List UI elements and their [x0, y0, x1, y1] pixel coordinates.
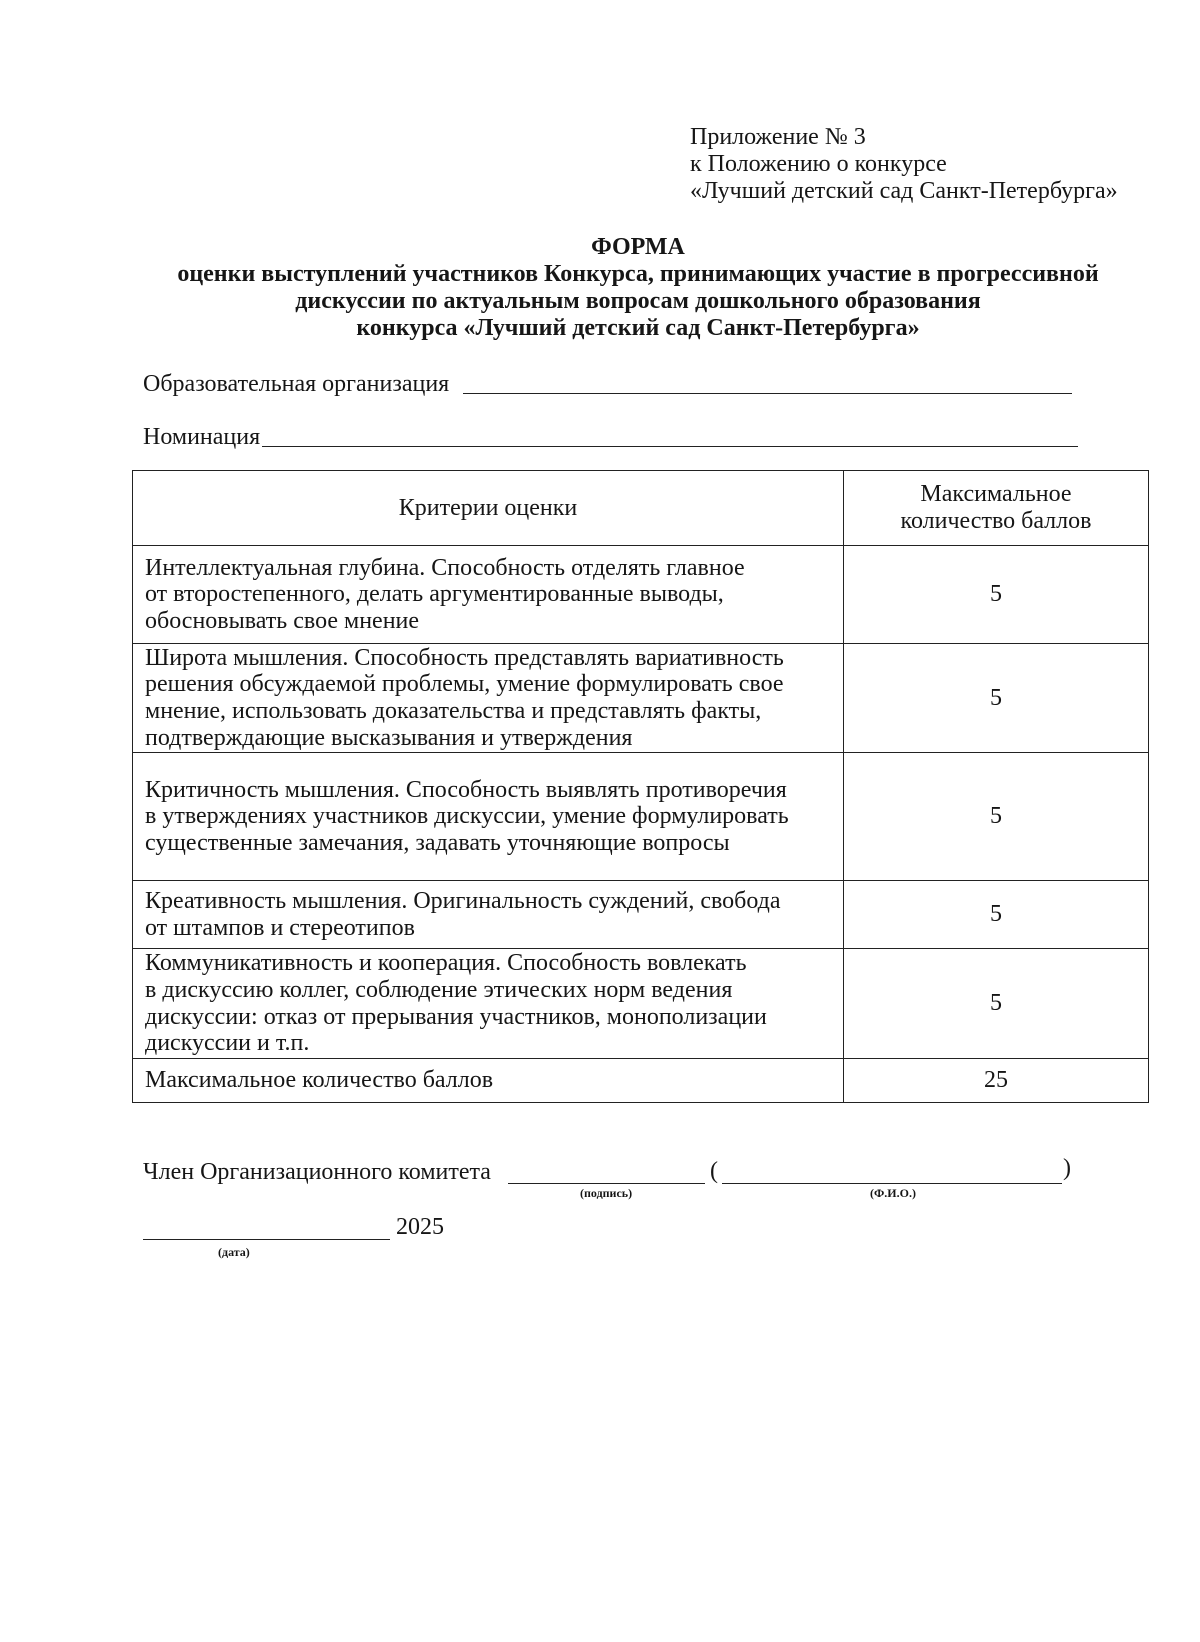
criterion-cell [133, 881, 844, 949]
name-open-paren: ( [710, 1158, 718, 1184]
criterion-text-line: Креативность мышления. Оригинальность суждений, свобода [145, 887, 781, 914]
criterion-text-line: мнение, использовать доказательства и представлять факты, [145, 698, 762, 724]
title-line: дискуссии по актуальным вопросам дошкольного образования [295, 288, 981, 314]
criterion-text-line: в дискуссию коллег, соблюдение этических норм ведения [145, 976, 733, 1003]
name-blank-line [722, 1183, 1062, 1184]
criterion-text-line: от штампов и стереотипов [145, 914, 415, 941]
max-points-header [844, 471, 1149, 546]
points-cell: 5 [844, 753, 1149, 881]
criterion-cell [133, 546, 844, 644]
points-cell: 5 [844, 881, 1149, 949]
appendix-number: Приложение № 3 [690, 124, 866, 150]
table-total-row [133, 1059, 1149, 1103]
criterion-text-line: подтверждающие высказывания и утверждения [145, 724, 633, 751]
total-points: 25 [844, 1059, 1149, 1103]
criterion-text-line: Широта мышления. Способность представлять вариативность [145, 644, 784, 671]
points-cell: 5 [844, 644, 1149, 753]
max-points-header-line: количество баллов [900, 508, 1092, 534]
organization-label: Образовательная организация [143, 371, 450, 397]
criterion-text-line: Интеллектуальная глубина. Способность отделять главное [145, 554, 745, 581]
table-row [133, 881, 1149, 949]
committee-member-label: Член Организационного комитета [143, 1159, 491, 1185]
name-caption: (Ф.И.О.) [870, 1186, 916, 1200]
nomination-blank-line [262, 446, 1078, 447]
criterion-text-line: дискуссии: отказ от прерывания участников, монополизации [145, 1003, 767, 1030]
criterion-text-line: обосновывать свое мнение [145, 607, 420, 634]
date-blank-line [143, 1239, 390, 1240]
appendix-contest-name: «Лучший детский сад Санкт-Петербурга» [690, 178, 1118, 204]
date-year: 2025 [396, 1214, 444, 1240]
points-cell: 5 [844, 546, 1149, 644]
table-header-row [133, 471, 1149, 546]
signature-caption: (подпись) [580, 1186, 633, 1200]
criteria-table [132, 470, 1149, 1103]
points-cell: 5 [844, 949, 1149, 1059]
appendix-regulation: к Положению о конкурсе [690, 151, 947, 177]
criterion-text-line: дискуссии и т.п. [145, 1030, 310, 1057]
criterion-text-line: Критичность мышления. Способность выявлять противоречия [145, 776, 787, 803]
criteria-header: Критерии оценки [133, 471, 844, 546]
date-caption: (дата) [218, 1245, 250, 1259]
criterion-cell [133, 753, 844, 881]
signature-blank-line [508, 1183, 705, 1184]
name-close-paren: ) [1063, 1155, 1071, 1181]
criterion-cell [133, 644, 844, 753]
criterion-text-line: Коммуникативность и кооперация. Способность вовлекать [145, 950, 747, 977]
criterion-cell [133, 949, 844, 1059]
title-line: конкурса «Лучший детский сад Санкт-Петербурга» [356, 315, 920, 341]
document-title [100, 234, 1176, 342]
criterion-text-line: существенные замечания, задавать уточняющие вопросы [145, 829, 730, 856]
nomination-label: Номинация [143, 424, 261, 450]
max-points-header-line: Максимальное [920, 481, 1072, 508]
criterion-text-line: от второстепенного, делать аргументированные выводы, [145, 581, 724, 608]
total-label: Максимальное количество баллов [133, 1059, 844, 1103]
table-row [133, 949, 1149, 1059]
organization-blank-line [463, 393, 1072, 394]
criterion-text-line: решения обсуждаемой проблемы, умение формулировать свое [145, 671, 784, 698]
title-heading: ФОРМА [591, 234, 685, 260]
criterion-text-line: в утверждениях участников дискуссии, умение формулировать [145, 803, 789, 830]
title-line: оценки выступлений участников Конкурса, принимающих участие в прогрессивной [177, 261, 1099, 287]
table-row [133, 753, 1149, 881]
table-row [133, 546, 1149, 644]
table-row [133, 644, 1149, 753]
appendix-reference [690, 124, 1118, 205]
